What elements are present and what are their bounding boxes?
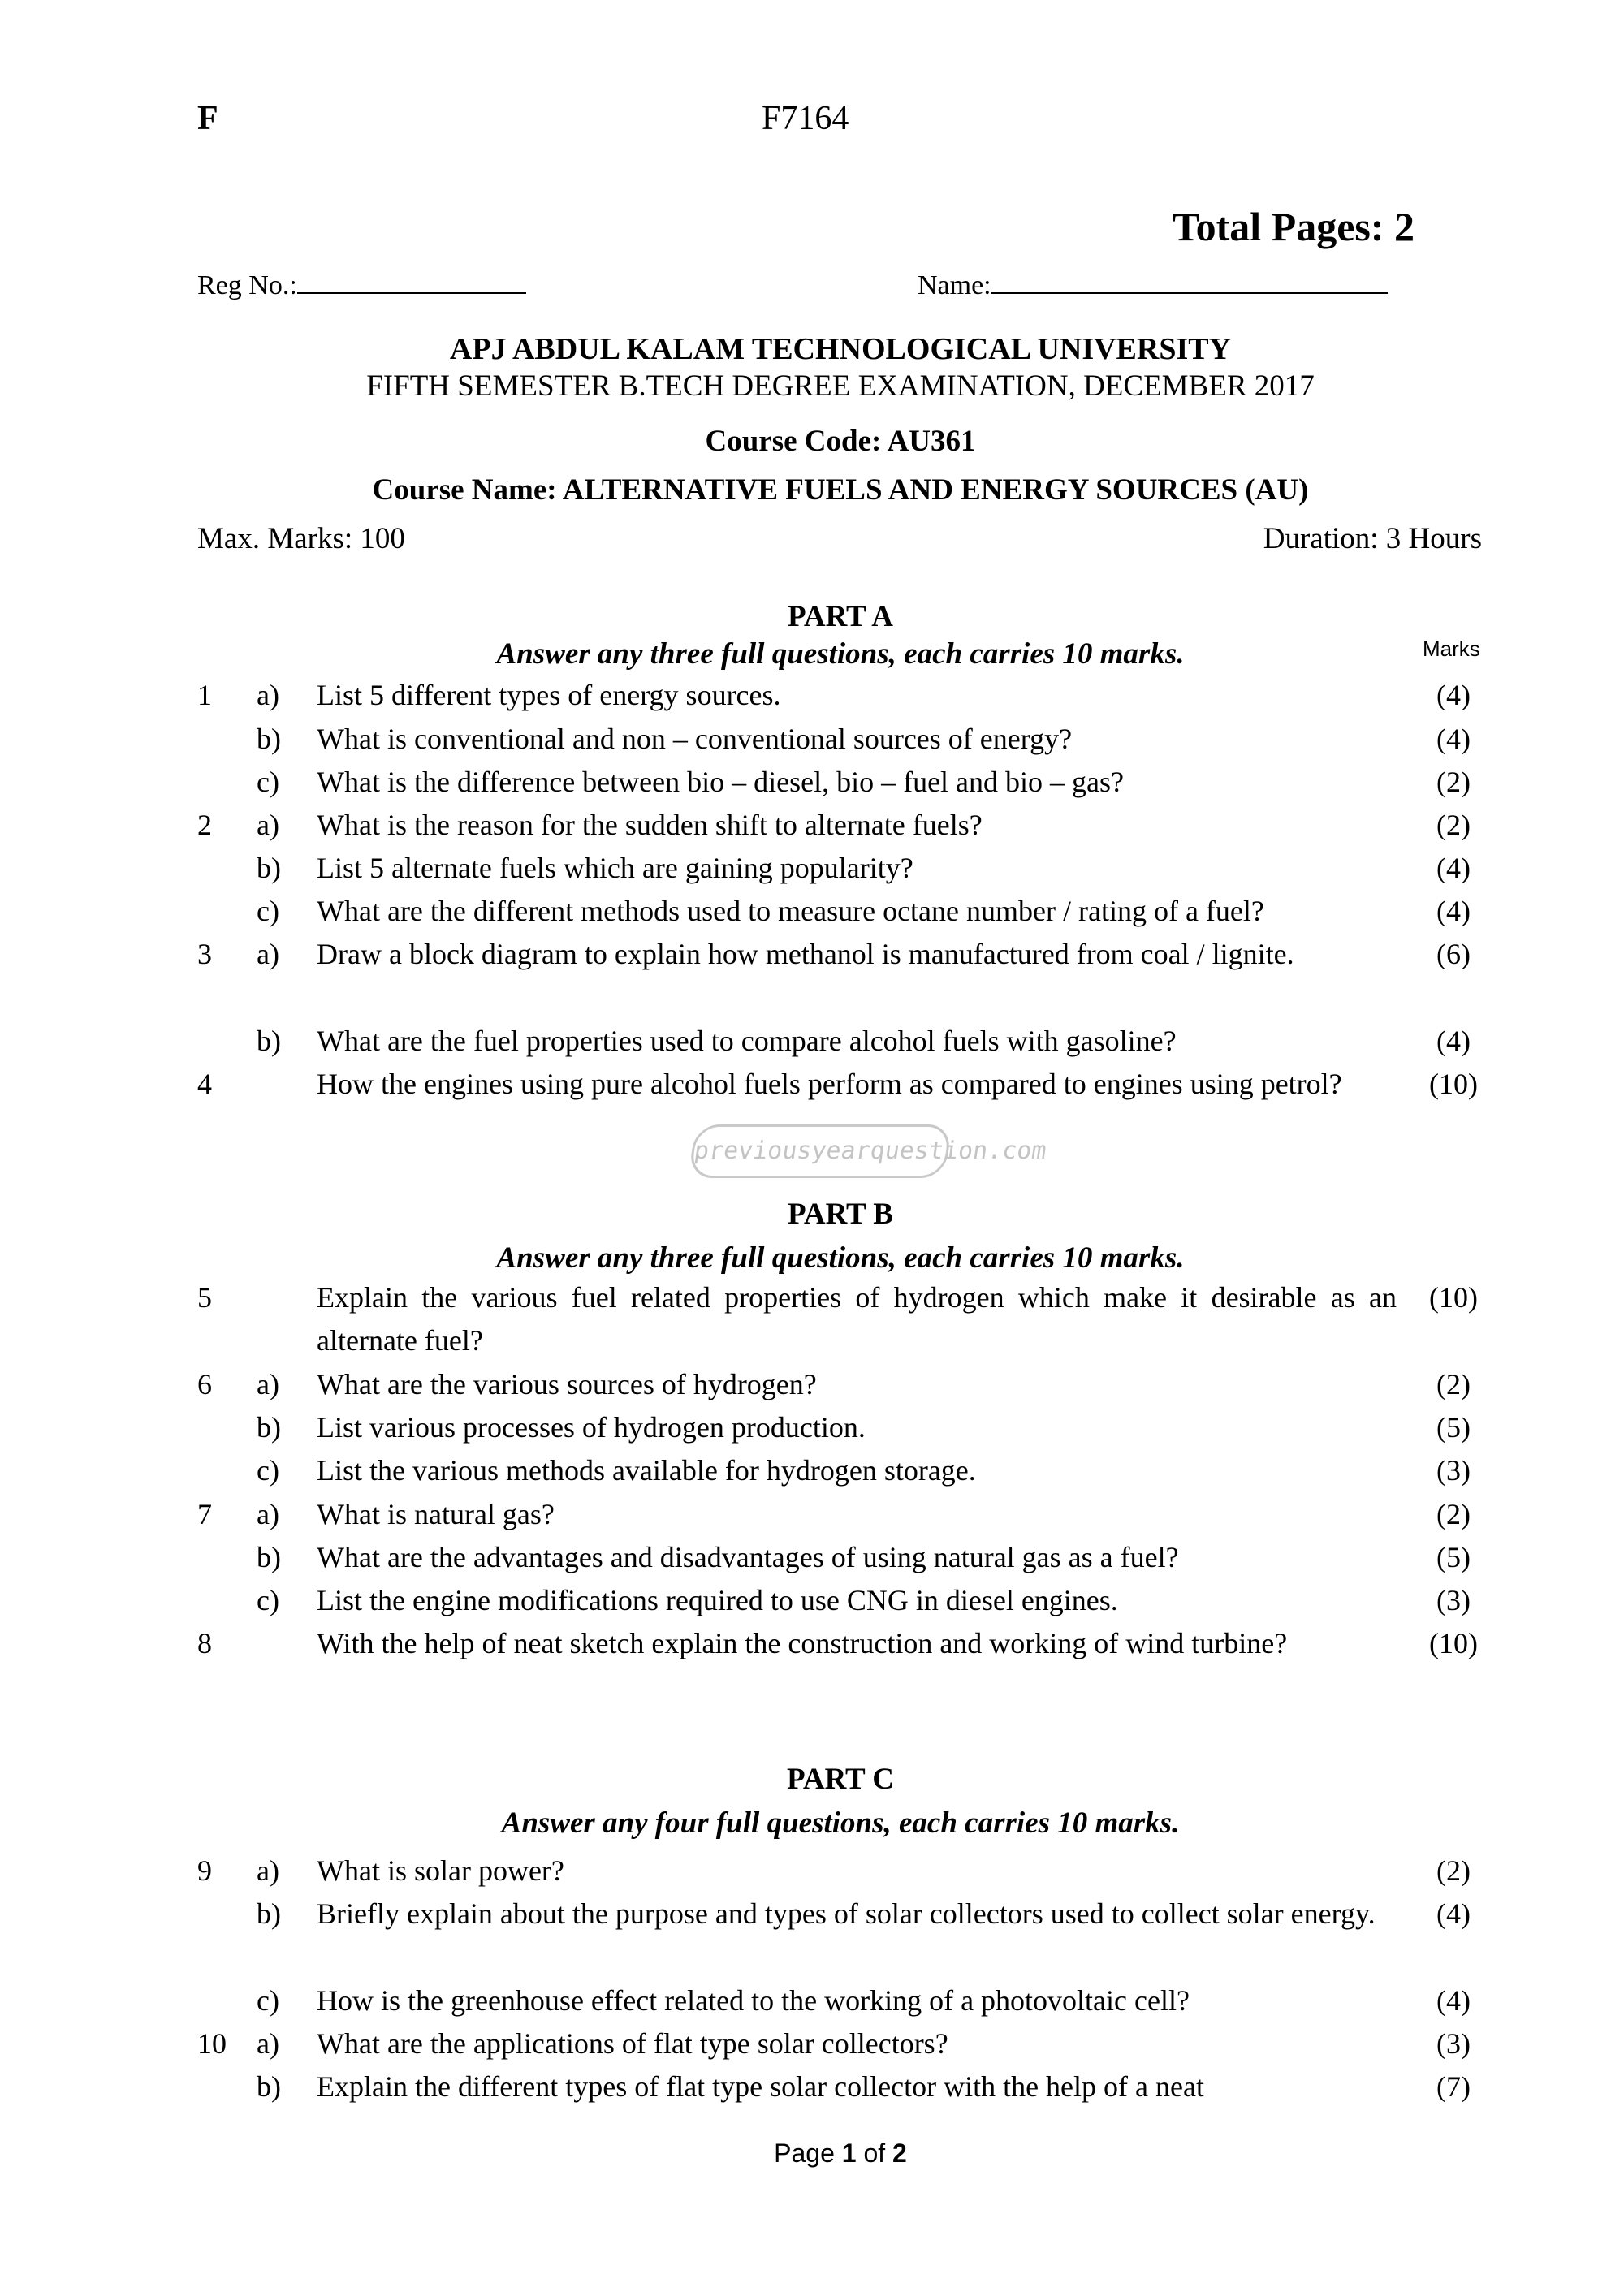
question-marks: (4) <box>1436 1025 1471 1057</box>
question-subpart: b) <box>257 1897 281 1930</box>
part-a-instruction: Answer any three full questions, each carries 10 marks. <box>496 637 1185 671</box>
watermark-logo: previousyearquestion.com <box>688 1124 952 1178</box>
question-marks: (5) <box>1436 1411 1471 1444</box>
exam-title: FIFTH SEMESTER B.TECH DEGREE EXAMINATION, DECEMBER 2017 <box>366 369 1315 403</box>
question-subpart: b) <box>257 852 281 884</box>
question-subpart: b) <box>257 723 281 755</box>
question-marks: (4) <box>1436 679 1471 711</box>
question-marks: (2) <box>1436 1368 1471 1400</box>
question-text: What is natural gas? <box>317 1498 555 1530</box>
question-marks: (3) <box>1436 2027 1471 2060</box>
question-marks: (4) <box>1436 1984 1471 2017</box>
question-number: 1 <box>197 679 212 711</box>
question-subpart: b) <box>257 1411 281 1444</box>
question-subpart: a) <box>257 1498 279 1530</box>
question-subpart: a) <box>257 679 279 711</box>
question-subpart: a) <box>257 809 279 841</box>
question-text: With the help of neat sketch explain the construction and working of wind turbine? <box>317 1627 1288 1659</box>
question-number: 10 <box>197 2027 227 2060</box>
question-text: Draw a block diagram to explain how methanol is manufactured from coal / lignite. <box>317 938 1294 970</box>
question-number: 9 <box>197 1854 212 1887</box>
question-marks: (5) <box>1436 1541 1471 1573</box>
question-marks: (3) <box>1436 1584 1471 1616</box>
question-marks: (10) <box>1429 1281 1478 1314</box>
question-marks: (10) <box>1429 1627 1478 1659</box>
page-footer <box>0 2138 1624 2169</box>
question-text: List the various methods available for hydrogen storage. <box>317 1454 976 1487</box>
total-pages: Total Pages: 2 <box>1172 204 1415 249</box>
question-text: List 5 alternate fuels which are gaining popularity? <box>317 852 914 884</box>
question-marks: (4) <box>1436 852 1471 884</box>
question-subpart: c) <box>257 1584 279 1616</box>
question-number: 6 <box>197 1368 212 1400</box>
footer-page-total: 2 <box>892 2138 907 2168</box>
question-marks: (4) <box>1436 1897 1471 1930</box>
question-subpart: b) <box>257 1541 281 1573</box>
reg-no-field <box>197 268 526 301</box>
part-a-title: PART A <box>788 600 893 633</box>
max-marks: Max. Marks: 100 <box>197 522 405 555</box>
question-subpart: a) <box>257 1854 279 1887</box>
part-b-instruction: Answer any three full questions, each carries 10 marks. <box>496 1241 1185 1275</box>
question-marks: (2) <box>1436 809 1471 841</box>
question-text: Briefly explain about the purpose and types of solar collectors used to collect solar energy. <box>317 1897 1376 1930</box>
question-marks: (6) <box>1436 938 1471 970</box>
name-field <box>918 268 1388 301</box>
question-text: Explain the various fuel related properties of hydrogen which make it desirable as an alternate fuel? <box>317 1281 1397 1357</box>
question-subpart: c) <box>257 766 279 798</box>
question-subpart: a) <box>257 2027 279 2060</box>
part-c-instruction: Answer any four full questions, each carries 10 marks. <box>501 1806 1180 1840</box>
question-number: 5 <box>197 1281 212 1314</box>
university-name: APJ ABDUL KALAM TECHNOLOGICAL UNIVERSITY <box>449 332 1232 366</box>
question-text: What is the reason for the sudden shift to alternate fuels? <box>317 809 983 841</box>
question-marks: (7) <box>1436 2070 1471 2103</box>
name-blank <box>991 268 1388 294</box>
question-marks: (4) <box>1436 895 1471 927</box>
question-text: What are the applications of flat type solar collectors? <box>317 2027 948 2060</box>
question-text: What are the advantages and disadvantages of using natural gas as a fuel? <box>317 1541 1179 1573</box>
question-text: What is conventional and non – conventional sources of energy? <box>317 723 1073 755</box>
question-text: What are the fuel properties used to compare alcohol fuels with gasoline? <box>317 1025 1177 1057</box>
question-text: How the engines using pure alcohol fuels perform as compared to engines using petrol? <box>317 1068 1342 1100</box>
question-subpart: b) <box>257 1025 281 1057</box>
course-code: Course Code: AU361 <box>705 425 976 458</box>
part-c-title: PART C <box>787 1763 894 1796</box>
question-text: What is the difference between bio – diesel, bio – fuel and bio – gas? <box>317 766 1125 798</box>
marks-heading: Marks <box>1423 637 1480 661</box>
set-letter: F <box>197 100 218 137</box>
question-subpart: c) <box>257 895 279 927</box>
reg-no-label: Reg No.: <box>197 270 297 300</box>
question-text: What are the various sources of hydrogen? <box>317 1368 817 1400</box>
duration: Duration: 3 Hours <box>1263 522 1482 555</box>
footer-of-word: of <box>863 2138 886 2168</box>
question-subpart: a) <box>257 938 279 970</box>
question-marks: (3) <box>1436 1454 1471 1487</box>
question-number: 7 <box>197 1498 212 1530</box>
question-number: 8 <box>197 1627 212 1659</box>
question-text: What is solar power? <box>317 1854 564 1887</box>
part-b-title: PART B <box>788 1198 893 1231</box>
question-subpart: c) <box>257 1984 279 2017</box>
question-marks: (4) <box>1436 723 1471 755</box>
question-number: 3 <box>197 938 212 970</box>
question-number: 2 <box>197 809 212 841</box>
question-text: What are the different methods used to measure octane number / rating of a fuel? <box>317 895 1264 927</box>
question-number: 4 <box>197 1068 212 1100</box>
question-subpart: c) <box>257 1454 279 1487</box>
question-text: List the engine modifications required to use CNG in diesel engines. <box>317 1584 1118 1616</box>
footer-page-num: 1 <box>841 2138 857 2168</box>
question-subpart: a) <box>257 1368 279 1400</box>
question-marks: (2) <box>1436 1854 1471 1887</box>
paper-code: F7164 <box>762 100 849 137</box>
question-text: How is the greenhouse effect related to the working of a photovoltaic cell? <box>317 1984 1190 2017</box>
question-text: List 5 different types of energy sources. <box>317 679 781 711</box>
question-subpart: b) <box>257 2070 281 2103</box>
footer-page-word: Page <box>774 2138 835 2168</box>
question-text: Explain the different types of flat type solar collector with the help of a neat <box>317 2070 1204 2103</box>
question-marks: (2) <box>1436 1498 1471 1530</box>
question-marks: (2) <box>1436 766 1471 798</box>
name-label: Name: <box>918 270 991 300</box>
reg-no-blank <box>297 268 526 294</box>
course-name: Course Name: ALTERNATIVE FUELS AND ENERGY SOURCES (AU) <box>372 473 1309 507</box>
question-text: List various processes of hydrogen production. <box>317 1411 866 1444</box>
question-marks: (10) <box>1429 1068 1478 1100</box>
